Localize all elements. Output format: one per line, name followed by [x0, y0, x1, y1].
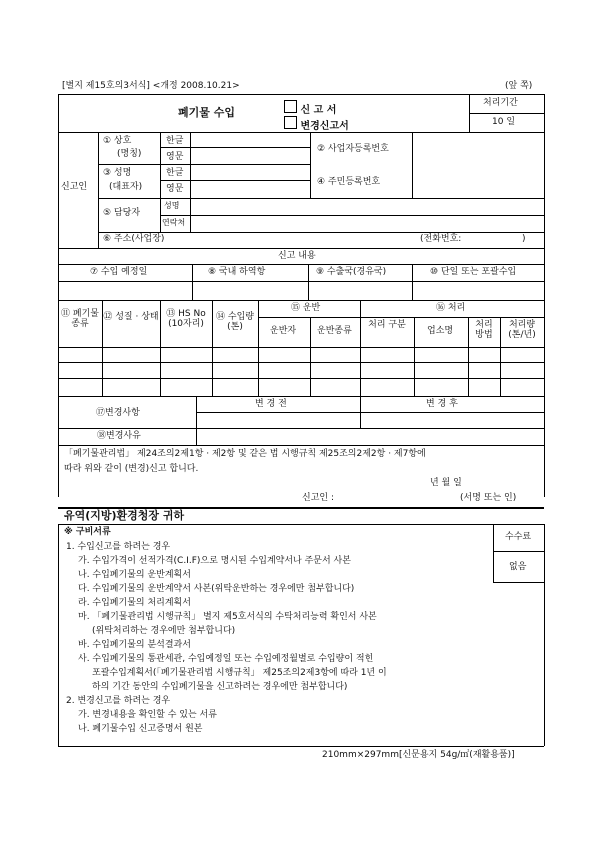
business-reg-label: ② 사업자등록번호 [317, 144, 389, 154]
export-country-label: ⑨ 수출국(경유국) [316, 267, 387, 277]
port-label: ⑧ 국내 하역항 [208, 267, 266, 277]
applicant-signature-label: 신고인 : [302, 493, 334, 503]
frame-left [58, 94, 59, 497]
list-item: 가. 변경내용을 확인할 수 있는 서류 [78, 710, 217, 720]
col-transport-type: 운반종류 [317, 326, 352, 336]
frame-top [58, 94, 544, 95]
table-row [58, 362, 544, 363]
report-contents-title: 신고 내용 [278, 251, 316, 261]
paper-spec: 210mm×297mm[신문용지 54g/㎡(재활용품)] [322, 750, 515, 760]
list-item: 마. 「폐기물관리법 시행규칙」 별지 제5호서식의 수탁처리능력 확인서 사본 [78, 612, 377, 622]
col-treatment-method: 처리 방법 [475, 320, 493, 341]
form-title: 폐기물 수입 [178, 106, 235, 119]
fee-label: 수수료 [505, 532, 532, 542]
phone-label: (전화번호: [420, 234, 462, 244]
signature-hint: (서명 또는 인) [460, 493, 517, 503]
col-quantity: ⑭ 수입량(톤) [216, 312, 254, 333]
form-page: [별지 제15호의3서식] <개정 2008.10.21> (앞 쪽) 폐기물 수입 신 고 서 변경신고서 처리기간 10 일 신고인 ① 상호 (명칭) 한글 영문 ② 사업자등록번호 ③ 성명 (대표자) 한글 영문 ④ 주민등록번호 ⑤ 담당자 성명 연락처 ⑥ 주소(사업장) (전화번호: ) 신고 내용 ⑦ 수입 예정일 ⑧ 국내 하역항 ⑨ 수출국(경유국) ⑩ 단일 또는 포괄수입 ⑪ 폐기물 종류 ⑫ 성질 · 상태 ⑬ HS No (10자리) ⑭ 수입량(톤) ⑮ 운반 운반자 운반종류 ⑯ 처리 처리 구분 업소명 처리 방법 처리량 (톤/년) 변 경 전 변 경 후 ⑰변경사항 ⑱변경사유 「폐기물관리법」 제24조의2제1항 · 제2항 및 같은 법 시행규칙 제25조의2제2항 · 제7항에 따라 위와 같이 (변경)신고 합니다. 년 월 일 신고인 : (서명 또는 인) 유역(지방)환경청장 귀하 수수료 없음 ※ 구비서류 1. 수입신고를 하려는 경우 가. 수입가격이 선적가격(C.I.F)으로 명시된 수입계약서나 주문서 사본 나. 수입폐기물의 운반계획서 다. 수입폐기물의 운반계약서 사본(위탁운반하는 경우에만 첨부합니다) 라. 수입폐기물의 처리계획서 마. 「폐기물관리법 시행규칙」 별지 제5호서식의 수탁처리능력 확인서 사본 (위탁처리하는 경우에만 첨부합니다) 바. 수입폐기물의 분석결과서 사. 수입폐기물의 통관세관, 수입예정일 또는 수입예정월별로 수입량이 적힌 포괄수입계획서(「폐기물관리법 시행규칙」 제25조의2제3항에 따라 1년 이 하의 기간 동안의 수입폐기물을 신고하려는 경우에만 첨부합니다) 2. 변경신고를 하려는 경우 가. 변경내용을 확인할 수 있는 서류 나. 폐기물수입 신고증명서 원본 210mm×297mm[신문용지 54g/㎡(재활용품)] [0, 0, 595, 842]
page-side-label: (앞 쪽) [505, 81, 533, 91]
fee-value: 없음 [509, 562, 527, 572]
change-reason-label: ⑱변경사유 [97, 431, 141, 441]
import-date-label: ⑦ 수입 예정일 [90, 267, 148, 277]
col-company-name: 업소명 [427, 326, 454, 336]
import-unit-label: ⑩ 단일 또는 포괄수입 [430, 267, 517, 277]
frame-right [544, 94, 545, 497]
col-property: ⑫ 성질 · 상태 [103, 312, 159, 322]
list-item: 하의 기간 동안의 수입폐기물을 신고하려는 경우에만 첨부합니다) [92, 682, 348, 692]
applicant-section-label: 신고인 [61, 182, 88, 192]
list-item: 사. 수입폐기물의 통관세관, 수입예정일 또는 수입예정월별로 수입량이 적힌 [78, 654, 374, 664]
list-item: 포괄수입계획서(「폐기물관리법 시행규칙」 제25조의2제3항에 따라 1년 이 [92, 668, 387, 678]
col-carrier: 운반자 [270, 326, 297, 336]
list-item: 나. 수입폐기물의 운반계획서 [78, 570, 191, 580]
resident-reg-label: ④ 주민등록번호 [317, 177, 381, 187]
processing-period-value: 10 일 [492, 117, 516, 127]
list-item: 바. 수입폐기물의 분석결과서 [78, 640, 191, 650]
col-treatment-amount: 처리량 (톤/년) [508, 320, 536, 341]
representative-label: ③ 성명 [103, 168, 132, 178]
change-report-option[interactable]: 변경신고서 [284, 116, 349, 132]
list-item: (위탁처리하는 경우에만 첨부합니다) [92, 626, 236, 636]
change-items-label: ⑰변경사항 [96, 408, 140, 418]
list-item: 다. 수입폐기물의 운반계약서 사본(위탁운반하는 경우에만 첨부합니다) [78, 584, 355, 594]
recipient: 유역(지방)환경청장 귀하 [64, 509, 185, 522]
processing-period-label: 처리기간 [483, 98, 518, 108]
address-label: ⑥ 주소(사업장) [103, 234, 165, 244]
list-item: 나. 폐기물수입 신고증명서 원본 [78, 724, 203, 734]
list-item: 라. 수입폐기물의 처리계획서 [78, 598, 191, 608]
form-reference: [별지 제15호의3서식] <개정 2008.10.21> [62, 81, 240, 91]
table-row [58, 396, 544, 397]
treatment-group-header: ⑯ 처리 [436, 303, 466, 313]
declaration-line-2: 따라 위와 같이 (변경)신고 합니다. [64, 464, 199, 474]
transport-group-header: ⑮ 운반 [291, 303, 321, 313]
after-change-header: 변 경 후 [426, 399, 458, 409]
manager-label: ⑤ 담당자 [103, 208, 141, 218]
col-waste-type: ⑪ 폐기물 종류 [61, 309, 99, 330]
documents-title: ※ 구비서류 [64, 527, 111, 537]
declaration-date: 년 월 일 [430, 478, 462, 488]
report-option[interactable]: 신 고 서 [284, 100, 336, 116]
company-name-label: ① 상호 [103, 136, 132, 146]
list-item: 가. 수입가격이 선적가격(C.I.F)으로 명시된 수입계약서나 주문서 사본 [78, 556, 351, 566]
col-hs-number: ⑬ HS No (10자리) [166, 309, 206, 330]
col-treatment-category: 처리 구분 [368, 320, 406, 330]
list-item: 1. 수입신고를 하려는 경우 [66, 542, 171, 552]
table-row [58, 378, 544, 379]
before-change-header: 변 경 전 [255, 399, 287, 409]
list-item: 2. 변경신고를 하려는 경우 [66, 696, 171, 706]
checkbox-report[interactable] [284, 100, 297, 113]
declaration-line-1: 「폐기물관리법」 제24조의2제1항 · 제2항 및 같은 법 시행규칙 제25조의2제2항 · 제7항에 [64, 449, 426, 459]
checkbox-change-report[interactable] [284, 116, 297, 129]
